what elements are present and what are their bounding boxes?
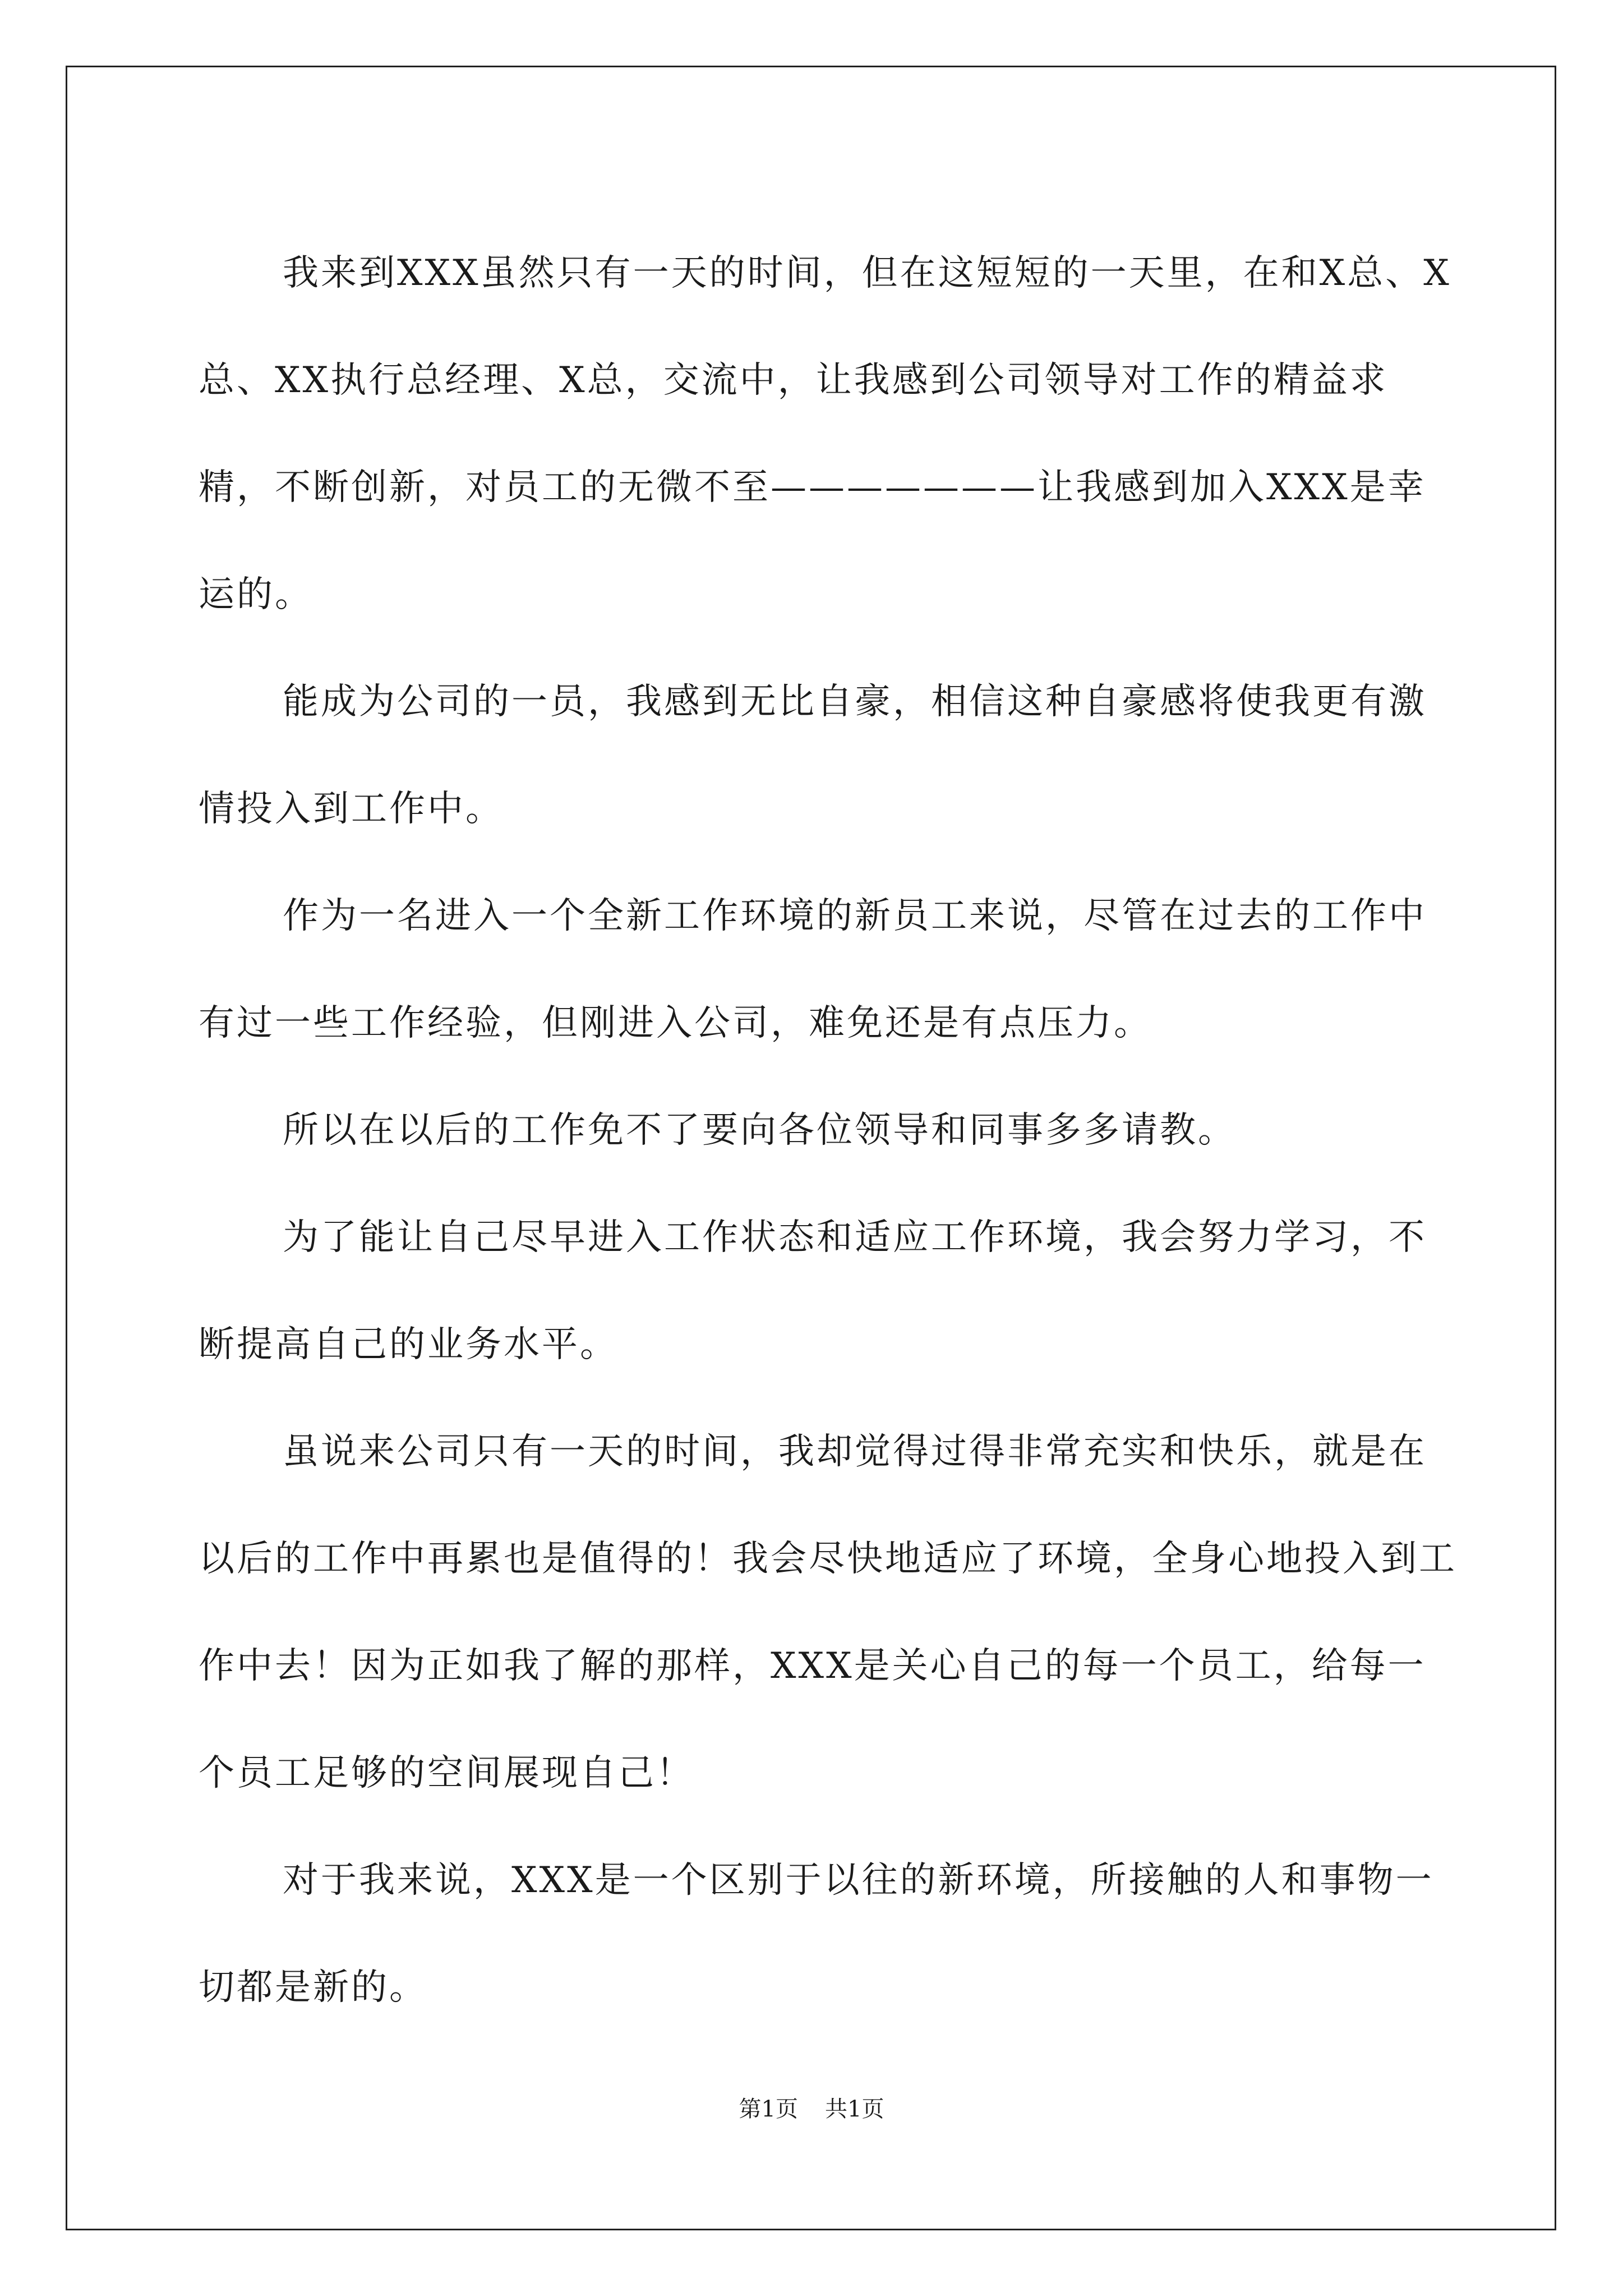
page-footer <box>0 2095 1623 2123</box>
paragraph-5: 为了能让自己尽早进入工作状态和适应工作环境，我会努力学习，不断提高自己的业务水平。 <box>199 1217 1427 1365</box>
paragraph-4: 所以在以后的工作免不了要向各位领导和同事多多请教。 <box>283 1110 1236 1151</box>
paragraph-3: 作为一名进入一个全新工作环境的新员工来说，尽管在过去的工作中有过一些工作经验，但刚进入公司，难免还是有点压力。 <box>199 895 1427 1044</box>
page-total: 共1页 <box>825 2096 884 2122</box>
page-number: 第1页 <box>739 2096 798 2122</box>
paragraph-2: 能成为公司的一员，我感到无比自豪，相信这种自豪感将使我更有激情投入到工作中。 <box>199 681 1427 830</box>
document-body <box>199 220 1460 2041</box>
paragraph-6: 虽说来公司只有一天的时间，我却觉得过得非常充实和快乐，就是在以后的工作中再累也是值得的！我会尽快地适应了环境，全身心地投入到工作中去！因为正如我了解的那样，XXX是关心自己的每一个员工，给每一个员工足够的空间展现自己！ <box>199 1431 1457 1794</box>
paragraph-7: 对于我来说，XXX是一个区别于以往的新环境，所接触的人和事物一切都是新的。 <box>199 1860 1434 2008</box>
paragraph-1: 我来到XXX虽然只有一天的时间，但在这短短的一天里，在和X总、X总、XX执行总经理、X总，交流中，让我感到公司领导对工作的精益求精，不断创新，对员工的无微不至———————让我感到加入XXX是幸运的。 <box>199 252 1451 615</box>
